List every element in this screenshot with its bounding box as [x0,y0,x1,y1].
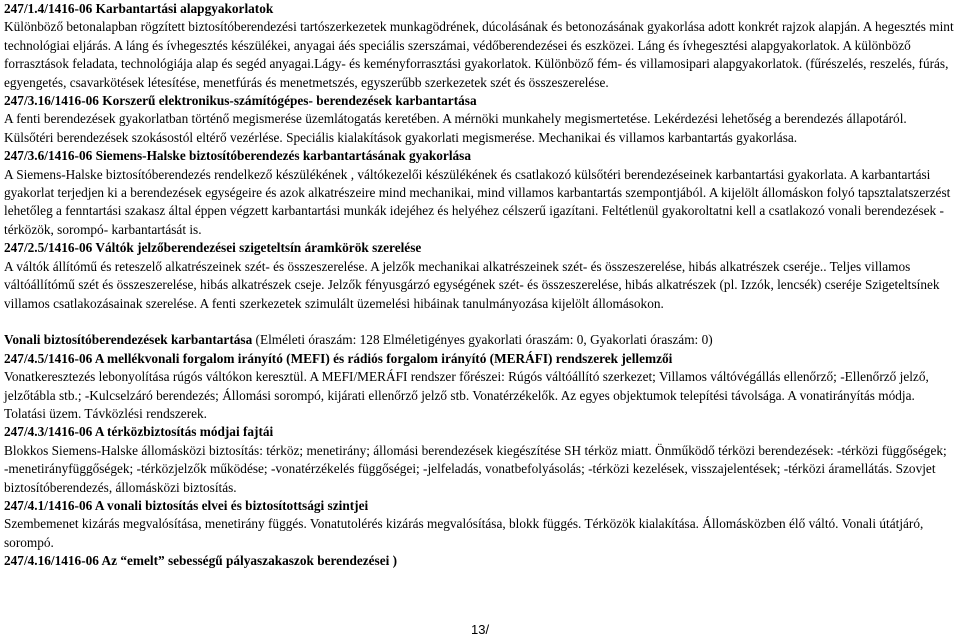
section-heading: 247/4.3/1416-06 A térközbiztosítás módjai fajtái [4,424,274,440]
module-hours: (Elméleti óraszám: 128 Elméletigényes gyakorlati óraszám: 0, Gyakorlati óraszám: 0) [252,332,713,348]
section-heading: 247/3.16/1416-06 Korszerű elektronikus-számítógépes- berendezések karbantartása [4,93,477,109]
module-title-line [4,331,954,349]
document-body [4,0,954,571]
module-title: Vonali biztosítóberendezések karbantartása [4,332,253,348]
section-heading: 247/4.16/1416-06 Az “emelt” sebességű pályaszakaszok berendezései ) [4,553,398,569]
paragraph: Szembemenet kizárás megvalósítása, menetirány függés. Vonatutolérés kizárás megvalósítása, blokk függés. Térközök kialakítása. Állomásközben élő váltó. Vonali útátjáró, sorompó. [4,516,924,550]
section-heading: 247/1.4/1416-06 Karbantartási alapgyakorlatok [4,1,274,16]
section-heading: 247/3.6/1416-06 Siemens-Halske biztosítóberendezés karbantartásának gyakorlása [4,148,471,164]
section-heading: 247/2.5/1416-06 Váltók jelzőberendezései szigeteltsín áramkörök szerelése [4,240,422,256]
section-heading: 247/4.5/1416-06 A mellékvonali forgalom irányító (MEFI) és rádiós forgalom irányító (MERÁFI) rendszerek jellemzői [4,350,673,366]
paragraph: Blokkos Siemens-Halske állomásközi biztosítás: térköz; menetirány; állomási berendezések kiegészítése SH térköz miatt. Önműködő térközi berendezések: -térközi függőségek; -menetirányfüggőségek; -térközjelzők működése; -vonatérzékelés függőségei; -jelfeladás, vonatbefolyásolás; -térközi kezelések, visszajelentések; -térközi áramellátás. Szovjet biztosítóberendezés, állomásközi biztosítás. [4,442,947,495]
paragraph: A váltók állítómű és reteszelő alkatrészeinek szét- és összeszerelése. A jelzők mechanikai alkatrészeinek szét- és összeszerelése, hibás alkatrészek cseréje.. Teljes villamos váltóállítómű szét és összeszerelése, hibás alkatrészek cseje. Jelzők fényusgárzó egységének szét- és összeszerelése, hibás alkatrészek (pl. Izzók, lencsék) cseréje Szigeteltsínek villamos csatlakozásainak szerelése. A fenti szerkezetek szimulált üzemelési hibáinak tanulmányozása kijelölt állomásokon. [4,258,940,311]
paragraph: Különböző betonalapban rögzített biztosítóberendezési tartószerkezetek munkagödrének, dúcolásának és betonozásának gyakorlása adott konkrét rajzok alapján. A hegesztés mint technológiai eljárás. A láng és ívhegesztés készülékei, anyagai áés speciális szerszámai, védőberendezései és eszközei. Láng és ívhegesztési alapgyakorlatok. A különböző forrasztások feladata, technológiája alap és segéd anyagai.Lágy- és keményforrasztási gyakorlatok. Különböző fém- és villamosipari alapgyakorlatok. (fűrészelés, reszelés, fúrás, egyengetés, csavarkötések létesítése, menetfúrás és menetmetszés, egyszerűbb szerkezetek szét és összeszerelése. [4,19,954,90]
blank-line [4,313,954,331]
page-number: 13/ [471,622,490,637]
section-heading: 247/4.1/1416-06 A vonali biztosítás elvei és biztosítottsági szintjei [4,497,369,513]
paragraph: A Siemens-Halske biztosítóberendezés rendelkező készülékének , váltókezelői készülékének és csatlakozó külsőtéri berendezéseinek karbantartási gyakorlata. A karbantartási gyakorlat terjedjen ki a berendezések egységeire és azok alkatrészeire mind mechanikai, mind villamos karbantartás szempontjából. A kijelölt állomáskon folyó tapsztalatszerzést lehetőleg a fenntartási szakasz által éppen végzett karbantartási munkák idejéhez és helyéhez célszerű igazítani. Feltétlenül gyakoroltatni kell a csatlakozó vonali berendezések -térközök, sorompó- karbantartását is. [4,166,951,237]
paragraph: A fenti berendezések gyakorlatban történő megismerése üzemlátogatás keretében. A mérnöki munkahely megismertetése. Lekérdezési lehetőség a berendezés állapotáról. Külsőtéri berendezések szokásostól eltérő vezérlése. Speciális kialakítások gyakorlati megismerése. Mechanikai és villamos karbantartás gyakorlása. [4,111,907,145]
paragraph: Vonatkeresztezés lebonyolítása rúgós váltókon keresztül. A MEFI/MERÁFI rendszer főrészei: Rúgós váltóállító szerkezet; Villamos váltóvégállás ellenőrző; -Ellenőrző jelző, jelzőtábla stb.; -Kulcselzáró berendezés; Állomási sorompó, kijárati ellenőrző jelző stb. Vonatérzékelők. Az egyes objektumok telepítési távolsága. A vonatirányítás módja. Tolatási üzem. Távközlési rendszerek. [4,369,929,421]
